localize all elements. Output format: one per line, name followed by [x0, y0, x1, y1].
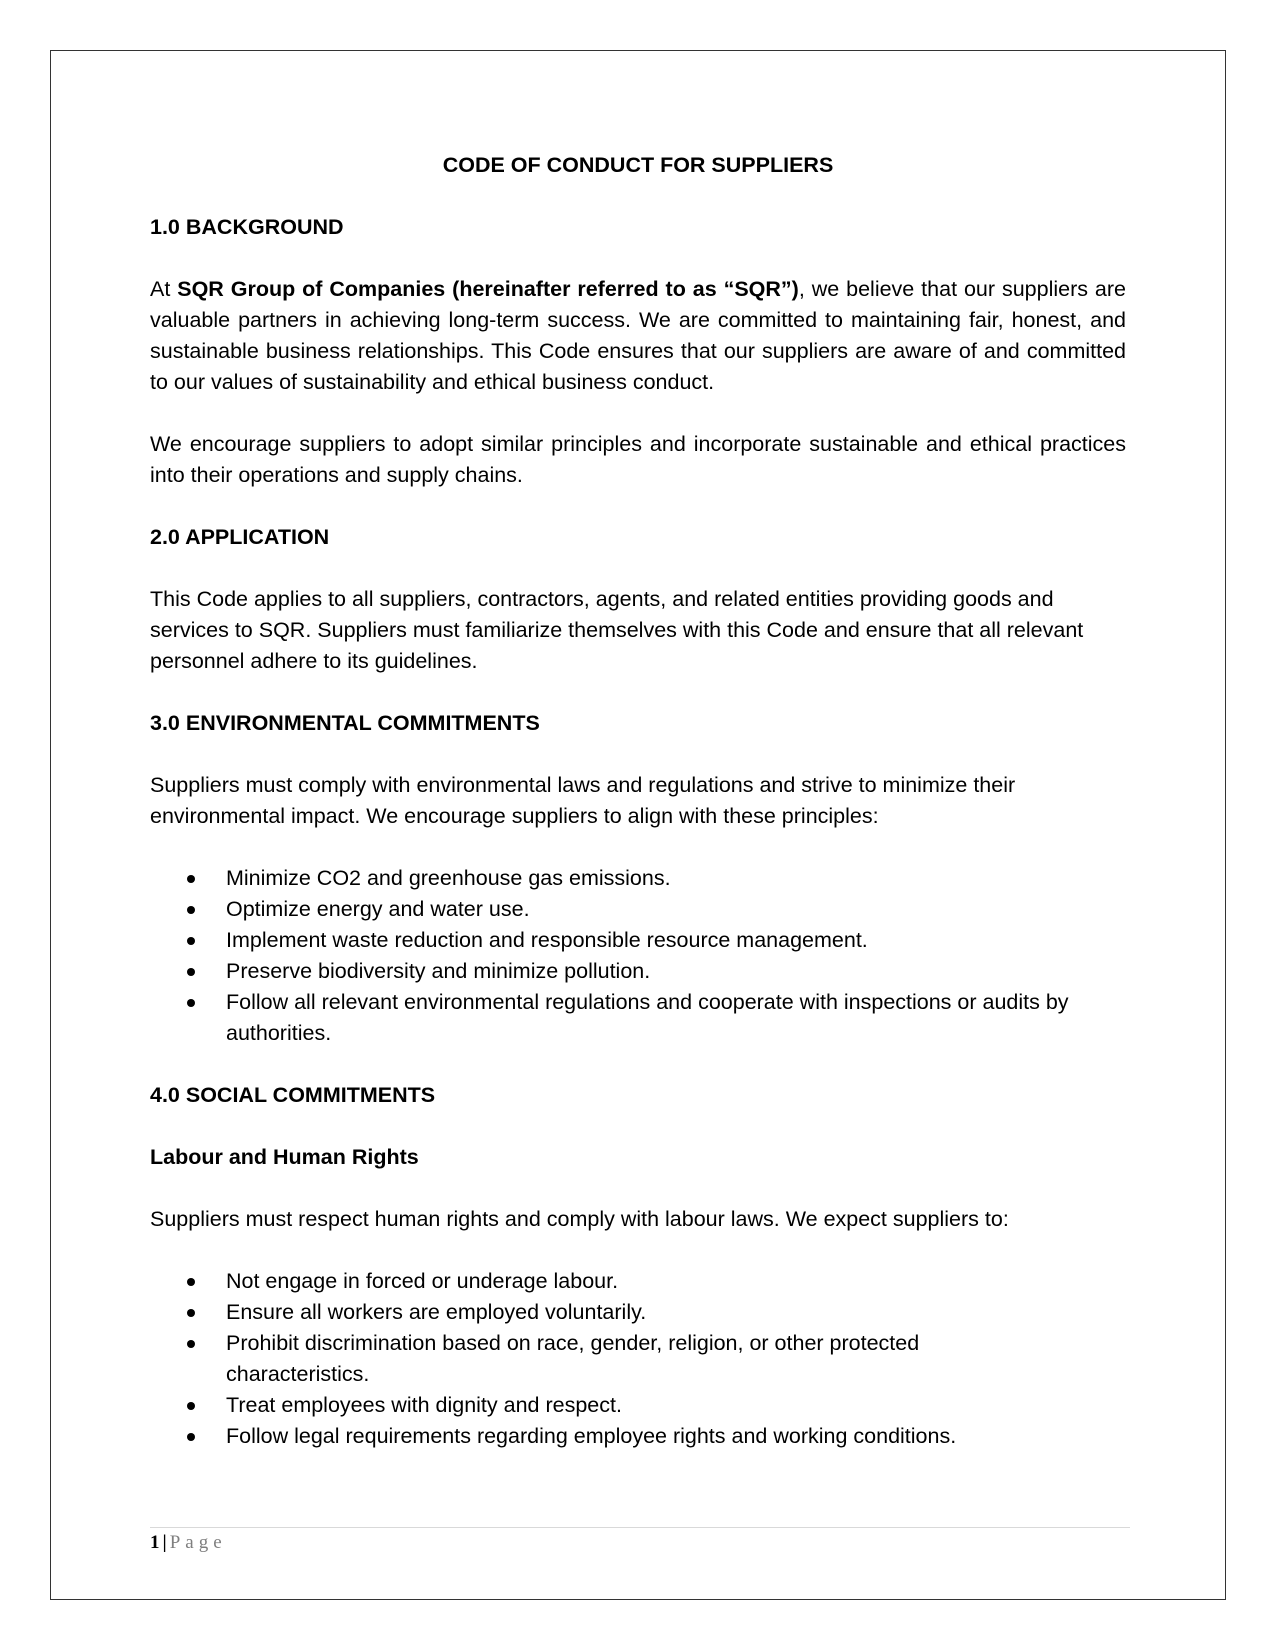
- list-item-text: Not engage in forced or underage labour.: [226, 1269, 619, 1293]
- page-number: 1: [150, 1532, 160, 1553]
- document-body: [150, 150, 1126, 1483]
- background-p1-rest: , we believe that our suppliers are valuable partners in achieving long-term success. We are committed to maintaining fair, honest, and sustainable business relationships. This Code ensures that our suppliers are aware of and committed to our values of sustainability and ethical business conduct.: [150, 277, 1126, 394]
- list-item-text: Ensure all workers are employed voluntarily.: [226, 1300, 647, 1324]
- application-paragraph: This Code applies to all suppliers, contractors, agents, and related entities providing goods and services to SQR. Suppliers must familiarize themselves with this Code and ensure that all relevant personnel adhere to its guidelines.: [150, 587, 1084, 673]
- section-heading-social: 4.0 SOCIAL COMMITMENTS: [150, 1083, 436, 1107]
- list-item: [150, 1297, 1026, 1328]
- list-item-text: Implement waste reduction and responsible resource management.: [226, 928, 868, 952]
- environmental-intro: Suppliers must comply with environmental laws and regulations and strive to minimize their environmental impact. We encourage suppliers to align with these principles:: [150, 773, 1016, 828]
- list-item: [150, 1421, 1026, 1452]
- background-paragraph-2: We encourage suppliers to adopt similar principles and incorporate sustainable and ethical practices into their operations and supply chains.: [150, 432, 1126, 487]
- section-heading-environmental: 3.0 ENVIRONMENTAL COMMITMENTS: [150, 711, 540, 735]
- footer-separator: |: [162, 1532, 167, 1553]
- social-intro: Suppliers must respect human rights and comply with labour laws. We expect suppliers to:: [150, 1207, 1009, 1231]
- bullet-icon: [187, 1309, 195, 1317]
- bullet-icon: [187, 1433, 195, 1441]
- list-item: [150, 1390, 1026, 1421]
- environmental-bullet-list: [150, 863, 1126, 1049]
- list-item: [150, 894, 1126, 925]
- list-item: [150, 1328, 1026, 1390]
- page-label: Page: [169, 1532, 227, 1553]
- footer-divider: [150, 1527, 1130, 1528]
- bullet-icon: [187, 906, 195, 914]
- background-p1-prefix: At: [150, 277, 178, 301]
- background-paragraph-1: [150, 274, 1126, 398]
- list-item-text: Treat employees with dignity and respect.: [226, 1393, 622, 1417]
- list-item: [150, 987, 1126, 1049]
- list-item: [150, 1266, 1026, 1297]
- list-item: [150, 863, 1126, 894]
- social-bullet-list: [150, 1266, 1126, 1452]
- company-name: SQR Group of Companies (hereinafter referred to as “SQR”): [177, 277, 799, 301]
- list-item-text: Follow all relevant environmental regulations and cooperate with inspections or audits by authorities.: [226, 990, 1069, 1045]
- list-item-text: Follow legal requirements regarding employee rights and working conditions.: [226, 1424, 957, 1448]
- bullet-icon: [187, 999, 195, 1007]
- bullet-icon: [187, 1278, 195, 1286]
- section-heading-application: 2.0 APPLICATION: [150, 525, 330, 549]
- bullet-icon: [187, 1340, 195, 1348]
- bullet-icon: [187, 937, 195, 945]
- list-item-text: Minimize CO2 and greenhouse gas emissions.: [226, 866, 671, 890]
- list-item: [150, 956, 1126, 987]
- list-item-text: Preserve biodiversity and minimize pollution.: [226, 959, 651, 983]
- list-item-text: Optimize energy and water use.: [226, 897, 530, 921]
- list-item-text: Prohibit discrimination based on race, gender, religion, or other protected characteristics.: [226, 1331, 920, 1386]
- page-footer: [150, 1530, 227, 1556]
- section-heading-background: 1.0 BACKGROUND: [150, 215, 344, 239]
- bullet-icon: [187, 875, 195, 883]
- subheading-labour-human-rights: Labour and Human Rights: [150, 1145, 419, 1169]
- bullet-icon: [187, 1402, 195, 1410]
- document-title: CODE OF CONDUCT FOR SUPPLIERS: [442, 153, 834, 177]
- list-item: [150, 925, 1126, 956]
- bullet-icon: [187, 968, 195, 976]
